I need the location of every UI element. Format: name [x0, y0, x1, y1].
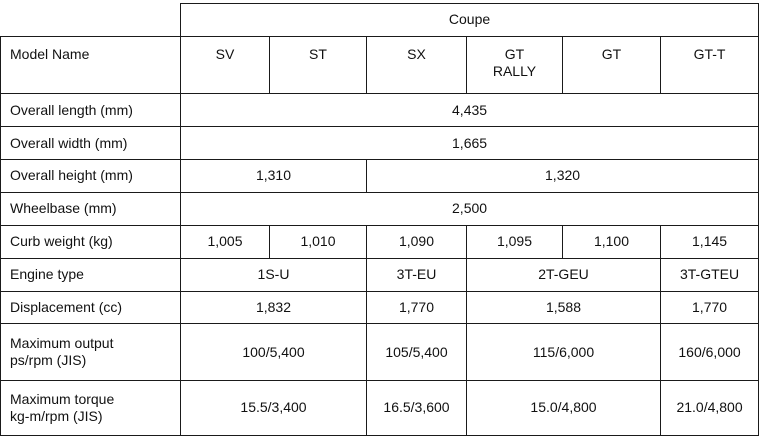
engine-type-sx: 3T-EU [367, 258, 467, 291]
row-max-torque [1, 380, 759, 435]
header-corner-cell [1, 4, 181, 37]
curb-weight-gt: 1,100 [563, 225, 661, 258]
max-torque-sx: 16.5/3,600 [367, 380, 467, 435]
row-curb-weight [1, 225, 759, 258]
wheelbase-value: 2,500 [181, 192, 759, 225]
curb-weight-gt-t: 1,145 [661, 225, 759, 258]
overall-height-label: Overall height (mm) [1, 159, 181, 192]
row-displacement [1, 291, 759, 324]
group-header-coupe: Coupe [181, 4, 759, 37]
engine-type-label: Engine type [1, 258, 181, 291]
row-overall-width [1, 127, 759, 160]
curb-weight-sx: 1,090 [367, 225, 467, 258]
overall-length-label: Overall length (mm) [1, 94, 181, 127]
max-output-sv-st: 100/5,400 [181, 324, 367, 380]
model-header-gt-t: GT-T [661, 36, 759, 93]
displacement-gt-t: 1,770 [661, 291, 759, 324]
row-overall-height [1, 159, 759, 192]
displacement-gt-rally-gt: 1,588 [467, 291, 661, 324]
engine-type-sv-st: 1S-U [181, 258, 367, 291]
overall-height-value-sx-gtt: 1,320 [367, 159, 759, 192]
row-overall-length [1, 94, 759, 127]
header-model-row [1, 36, 759, 93]
max-torque-label: Maximum torque kg-m/rpm (JIS) [1, 380, 181, 435]
model-header-gt: GT [563, 36, 661, 93]
row-engine-type [1, 258, 759, 291]
engine-type-gt-t: 3T-GTEU [661, 258, 759, 291]
spec-table [0, 3, 759, 436]
max-output-gt-rally-gt: 115/6,000 [467, 324, 661, 380]
overall-width-label: Overall width (mm) [1, 127, 181, 160]
model-header-st: ST [270, 36, 367, 93]
displacement-sx: 1,770 [367, 291, 467, 324]
wheelbase-label: Wheelbase (mm) [1, 192, 181, 225]
curb-weight-gt-rally: 1,095 [467, 225, 563, 258]
max-output-sx: 105/5,400 [367, 324, 467, 380]
max-torque-gt-t: 21.0/4,800 [661, 380, 759, 435]
model-header-sv: SV [181, 36, 270, 93]
model-name-label: Model Name [1, 36, 181, 93]
overall-width-value: 1,665 [181, 127, 759, 160]
max-torque-gt-rally-gt: 15.0/4,800 [467, 380, 661, 435]
curb-weight-st: 1,010 [270, 225, 367, 258]
curb-weight-sv: 1,005 [181, 225, 270, 258]
row-wheelbase [1, 192, 759, 225]
max-torque-sv-st: 15.5/3,400 [181, 380, 367, 435]
row-max-output [1, 324, 759, 380]
model-header-gt-rally: GT RALLY [467, 36, 563, 93]
curb-weight-label: Curb weight (kg) [1, 225, 181, 258]
overall-height-value-sv-st: 1,310 [181, 159, 367, 192]
engine-type-gt-rally-gt: 2T-GEU [467, 258, 661, 291]
displacement-label: Displacement (cc) [1, 291, 181, 324]
displacement-sv-st: 1,832 [181, 291, 367, 324]
model-header-sx: SX [367, 36, 467, 93]
max-output-gt-t: 160/6,000 [661, 324, 759, 380]
overall-length-value: 4,435 [181, 94, 759, 127]
max-output-label: Maximum output ps/rpm (JIS) [1, 324, 181, 380]
header-group-row [1, 4, 759, 37]
